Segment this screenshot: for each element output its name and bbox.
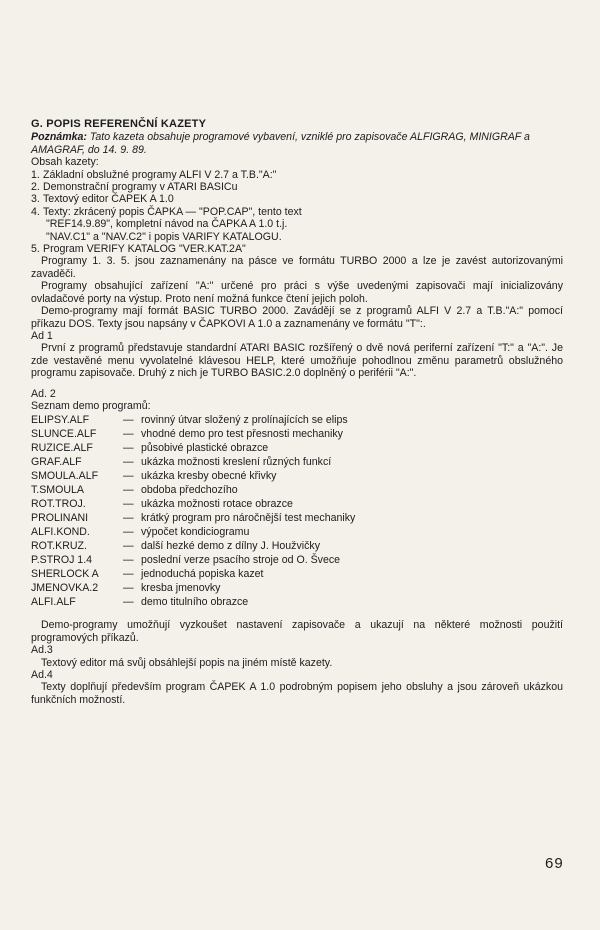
- demo-description: krátký program pro náročnější test mechaniky: [141, 512, 356, 525]
- paragraph-5: Demo-programy umožňují vyzkoušet nastavení zapisovače a ukazují na některé možnosti použití programových příkazů.: [31, 619, 563, 644]
- paragraph-1: Programy 1. 3. 5. jsou zaznamenány na pásce ve formátu TURBO 2000 a lze je zavést autorizovanými zavaděči.: [31, 255, 563, 280]
- contents-item: [31, 169, 563, 181]
- demo-row: [31, 413, 563, 427]
- demo-description: ukázka kresby obecné křivky: [141, 470, 277, 483]
- demo-name: RUZICE.ALF: [31, 442, 93, 455]
- note-paragraph: [31, 131, 563, 156]
- contents-list: [31, 169, 563, 256]
- demo-row: [31, 525, 563, 539]
- demo-dash: —: [123, 484, 134, 497]
- demo-row: [31, 553, 563, 567]
- demo-description: obdoba předchozího: [141, 484, 238, 497]
- contents-item-text: Texty: zkrácený popis ČAPKA — "POP.CAP", tento text: [43, 205, 302, 218]
- section-heading: G. POPIS REFERENČNÍ KAZETY: [31, 118, 207, 130]
- contents-item-number: 1.: [31, 168, 40, 181]
- contents-item: [31, 181, 563, 193]
- demo-dash: —: [123, 554, 134, 567]
- demo-description: působivé plastické obrazce: [141, 442, 269, 455]
- demo-dash: —: [123, 568, 134, 581]
- contents-item-text: "REF14.9.89", kompletní návod na ČAPKA A 1.0 t.j.: [46, 218, 288, 231]
- ad3-heading: Ad.3: [31, 644, 53, 657]
- contents-item: [31, 218, 563, 230]
- demo-description: poslední verze psacího stroje od O. Švece: [141, 554, 341, 567]
- paragraph-7: Texty doplňují především program ČAPEK A 1.0 podrobným popisem jeho obsluhy a jsou zároveň ukázkou funkčních možností.: [31, 681, 563, 706]
- ad4-heading: Ad.4: [31, 668, 53, 681]
- demo-name: SLUNCE.ALF: [31, 428, 97, 441]
- demo-name: PROLINANI: [31, 512, 89, 525]
- contents-item-text: "NAV.C1" a "NAV.C2" i popis VARIFY KATALOGU.: [46, 230, 282, 243]
- demo-row: [31, 567, 563, 581]
- ad1-heading: Ad 1: [31, 329, 53, 342]
- demo-name: SHERLOCK A: [31, 568, 99, 581]
- demo-programs-table: [31, 413, 563, 609]
- demo-name: ELIPSY.ALF: [31, 414, 90, 427]
- demo-name: P.STROJ 1.4: [31, 554, 93, 567]
- paragraph-4: První z programů představuje standardní ATARI BASIC rozšířený o dvě nová periferní zařízení "T:" a "A:". Je zde vestavěné menu vyvolatelné klávesou HELP, které umožňuje pohodlnou změnu parametrů obslužného programu zapisovače. Druhý z nich je TURBO BASIC.2.0 doplněný o periférii "A:".: [31, 342, 563, 380]
- paragraph-3: Demo-programy mají formát BASIC TURBO 2000. Zavádějí se z programů ALFI V 2.7 a T.B."A:" pomocí příkazu DOS. Texty jsou napsány v ČAPKOVI A 1.0 a zaznamenány ve formátu "T":.: [31, 305, 563, 330]
- contents-item-number: 5.: [31, 243, 40, 256]
- demo-name: GRAF.ALF: [31, 456, 82, 469]
- contents-item: [31, 206, 563, 218]
- demo-row: [31, 469, 563, 483]
- demo-dash: —: [123, 442, 134, 455]
- demo-list-label: Seznam demo programů:: [31, 399, 151, 412]
- demo-row: [31, 427, 563, 441]
- demo-dash: —: [123, 456, 134, 469]
- contents-item-text: Program VERIFY KATALOG "VER.KAT.2A": [43, 243, 246, 256]
- demo-dash: —: [123, 498, 134, 511]
- demo-name: JMENOVKA.2: [31, 582, 99, 595]
- demo-dash: —: [123, 540, 134, 553]
- contents-item-text: Základní obslužné programy ALFI V 2.7 a T.B."A:": [43, 168, 277, 181]
- demo-row: [31, 497, 563, 511]
- demo-dash: —: [123, 596, 134, 609]
- demo-description: ukázka možnosti rotace obrazce: [141, 498, 293, 511]
- page-number: 69: [545, 855, 564, 872]
- contents-item: [31, 193, 563, 205]
- demo-dash: —: [123, 582, 134, 595]
- demo-dash: —: [123, 414, 134, 427]
- contents-item-number: 2.: [31, 181, 40, 194]
- contents-item-number: 3.: [31, 193, 40, 206]
- demo-row: [31, 441, 563, 455]
- demo-description: ukázka možnosti kreslení různých funkcí: [141, 456, 332, 469]
- demo-row: [31, 595, 563, 609]
- contents-label: Obsah kazety:: [31, 156, 99, 169]
- demo-description: demo titulního obrazce: [141, 596, 249, 609]
- demo-description: výpočet kondiciogramu: [141, 526, 250, 539]
- demo-description: rovinný útvar složený z prolínajících se elips: [141, 414, 348, 427]
- note-text: Tato kazeta obsahuje programové vybavení, vzniklé pro zapisovače ALFIGRAG, MINIGRAF a AMAGRAF, do 14. 9. 89.: [31, 131, 530, 156]
- demo-name: ALFI.KOND.: [31, 526, 90, 539]
- contents-item-number: 4.: [31, 205, 40, 218]
- demo-row: [31, 511, 563, 525]
- demo-name: ALFI.ALF: [31, 596, 76, 609]
- demo-dash: —: [123, 428, 134, 441]
- ad2-heading: Ad. 2: [31, 387, 56, 400]
- contents-item-text: Demonstrační programy v ATARI BASICu: [43, 181, 238, 194]
- demo-name: SMOULA.ALF: [31, 470, 99, 483]
- contents-item-text: Textový editor ČAPEK A 1.0: [43, 193, 174, 206]
- demo-dash: —: [123, 526, 134, 539]
- paragraph-6: Textový editor má svůj obsáhlejší popis na jiném místě kazety.: [41, 656, 333, 669]
- demo-description: vhodné demo pro test přesnosti mechaniky: [141, 428, 343, 441]
- demo-row: [31, 483, 563, 497]
- contents-item: [31, 231, 563, 243]
- demo-description: další hezké demo z dílny J. Houžvičky: [141, 540, 320, 553]
- demo-row: [31, 455, 563, 469]
- paragraph-2: Programy obsahující zařízení "A:" určené pro práci s výše uvedenými zapisovači mají inicializovány ovladačové porty na výstup. Proto není možná funkce čtení jejich poloh.: [31, 280, 563, 305]
- demo-name: T.SMOULA: [31, 484, 84, 497]
- demo-row: [31, 539, 563, 553]
- demo-dash: —: [123, 470, 134, 483]
- document-page: [31, 118, 563, 706]
- note-label: Poznámka:: [31, 131, 87, 144]
- demo-name: ROT.TROJ.: [31, 498, 86, 511]
- demo-dash: —: [123, 512, 134, 525]
- demo-name: ROT.KRUZ.: [31, 540, 87, 553]
- demo-description: jednoduchá popiska kazet: [141, 568, 264, 581]
- contents-item: [31, 243, 563, 255]
- demo-description: kresba jmenovky: [141, 582, 221, 595]
- demo-row: [31, 581, 563, 595]
